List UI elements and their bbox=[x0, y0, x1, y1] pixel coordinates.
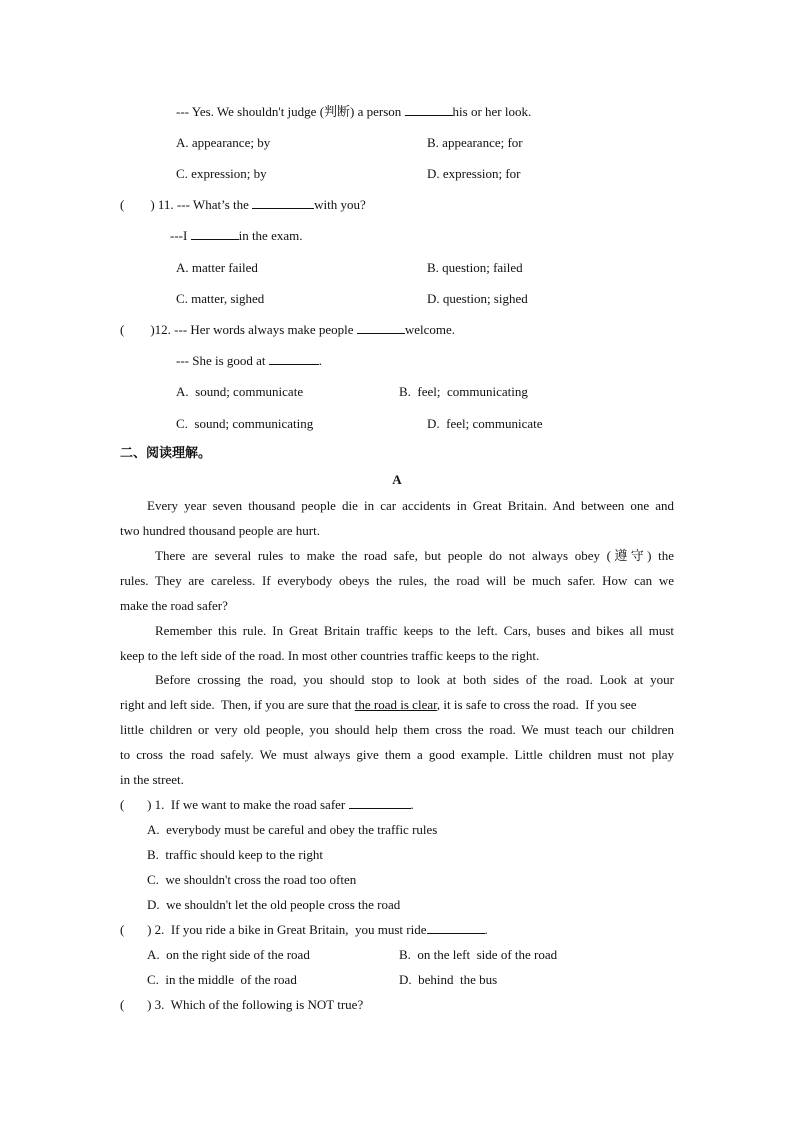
passage-p1-line1: Every year seven thousand people die in car accidents in Great Britain. And between one and bbox=[147, 498, 674, 513]
q11-option-b[interactable]: B. question; failed bbox=[427, 260, 523, 275]
q10-option-d[interactable]: D. expression; for bbox=[427, 166, 521, 181]
q11-reply-end: in the exam. bbox=[238, 228, 303, 243]
q11-reply bbox=[170, 227, 302, 245]
q11-option-a[interactable]: A. matter failed bbox=[176, 260, 258, 275]
q12-stem bbox=[120, 321, 455, 339]
underlined-phrase: the road is clear bbox=[354, 697, 437, 712]
q12-option-c[interactable]: C. sound; communicating bbox=[176, 416, 314, 431]
rq3-stem: ( ) 3. Which of the following is NOT true? bbox=[120, 997, 364, 1012]
q12-stem-text: ( )12. --- Her words always make people bbox=[120, 322, 357, 337]
passage-p4-line2-b: , it is safe to cross the road. If you see bbox=[436, 697, 637, 712]
passage-p1-line2: two hundred thousand people are hurt. bbox=[120, 523, 321, 538]
rq2-stem-end: . bbox=[484, 922, 488, 937]
passage-p3-line2: keep to the left side of the road. In most other countries traffic keeps to the right. bbox=[120, 648, 540, 663]
rq2-stem bbox=[120, 921, 488, 939]
rq2-option-c[interactable]: C. in the middle of the road bbox=[147, 972, 297, 987]
q11-stem-end: with you? bbox=[314, 197, 366, 212]
passage-p3-line1: Remember this rule. In Great Britain traffic keeps to the left. Cars, buses and bikes all must bbox=[155, 623, 674, 638]
q12-option-a[interactable]: A. sound; communicate bbox=[176, 384, 304, 399]
rq1-blank[interactable] bbox=[349, 796, 411, 809]
q10-option-c[interactable]: C. expression; by bbox=[176, 166, 267, 181]
passage-p4-line2 bbox=[120, 696, 637, 714]
passage-p4-line5: in the street. bbox=[120, 772, 184, 787]
q10-reply bbox=[176, 103, 531, 121]
q11-option-d[interactable]: D. question; sighed bbox=[427, 291, 528, 306]
q10-option-a[interactable]: A. appearance; by bbox=[176, 135, 271, 150]
rq1-stem-end: . bbox=[410, 797, 414, 812]
rq1-stem bbox=[120, 796, 414, 814]
q11-stem bbox=[120, 196, 366, 214]
q12-stem-end: welcome. bbox=[404, 322, 455, 337]
q11-blank-1[interactable] bbox=[252, 196, 314, 209]
rq1-option-b[interactable]: B. traffic should keep to the right bbox=[147, 847, 323, 862]
q10-blank[interactable] bbox=[405, 103, 453, 116]
passage-p2-line3: make the road safer? bbox=[120, 598, 228, 613]
q12-option-b[interactable]: B. feel; communicating bbox=[399, 384, 528, 399]
rq2-option-a[interactable]: A. on the right side of the road bbox=[147, 947, 310, 962]
q12-reply-text: --- She is good at bbox=[176, 353, 269, 368]
q12-reply bbox=[176, 352, 322, 370]
q11-reply-text: ---I bbox=[170, 228, 191, 243]
passage-p2-line1: There are several rules to make the road safe, but people do not always obey (遵守) the bbox=[155, 548, 674, 563]
rq2-option-d[interactable]: D. behind the bus bbox=[399, 972, 498, 987]
q12-blank-1[interactable] bbox=[357, 321, 405, 334]
passage-p4-line2-a: right and left side. Then, if you are sure that bbox=[120, 697, 355, 712]
passage-title: A bbox=[392, 472, 402, 487]
q11-stem-text: ( ) 11. --- What’s the bbox=[120, 197, 253, 212]
rq1-option-c[interactable]: C. we shouldn't cross the road too often bbox=[147, 872, 357, 887]
rq1-option-a[interactable]: A. everybody must be careful and obey the traffic rules bbox=[147, 822, 438, 837]
rq2-option-b[interactable]: B. on the left side of the road bbox=[399, 947, 558, 962]
passage-p4-line4: to cross the road safely. We must always give them a good example. Little children must not play bbox=[120, 747, 674, 762]
q12-reply-end: . bbox=[318, 353, 323, 368]
rq1-option-d[interactable]: D. we shouldn't let the old people cross the road bbox=[147, 897, 401, 912]
q11-option-c[interactable]: C. matter, sighed bbox=[176, 291, 265, 306]
q11-blank-2[interactable] bbox=[191, 227, 239, 240]
rq1-stem-text: ( ) 1. If we want to make the road safer bbox=[120, 797, 349, 812]
passage-p2-line2: rules. They are careless. If everybody obeys the rules, the road will be much safer. How can we bbox=[120, 573, 674, 588]
section-heading: 二、阅读理解。 bbox=[120, 446, 212, 461]
passage-p4-line3: little children or very old people, you should help them cross the road. We must teach our children bbox=[120, 722, 674, 737]
q10-reply-text: --- Yes. We shouldn't judge (判断) a person bbox=[176, 104, 405, 119]
passage-p4-line1: Before crossing the road, you should stop to look at both sides of the road. Look at your bbox=[155, 672, 674, 687]
q10-reply-end: his or her look. bbox=[452, 104, 532, 119]
rq2-stem-text: ( ) 2. If you ride a bike in Great Britain, you must ride bbox=[120, 922, 427, 937]
q12-option-d[interactable]: D. feel; communicate bbox=[427, 416, 543, 431]
rq2-blank[interactable] bbox=[427, 921, 485, 934]
q12-blank-2[interactable] bbox=[269, 352, 319, 365]
q10-option-b[interactable]: B. appearance; for bbox=[427, 135, 523, 150]
